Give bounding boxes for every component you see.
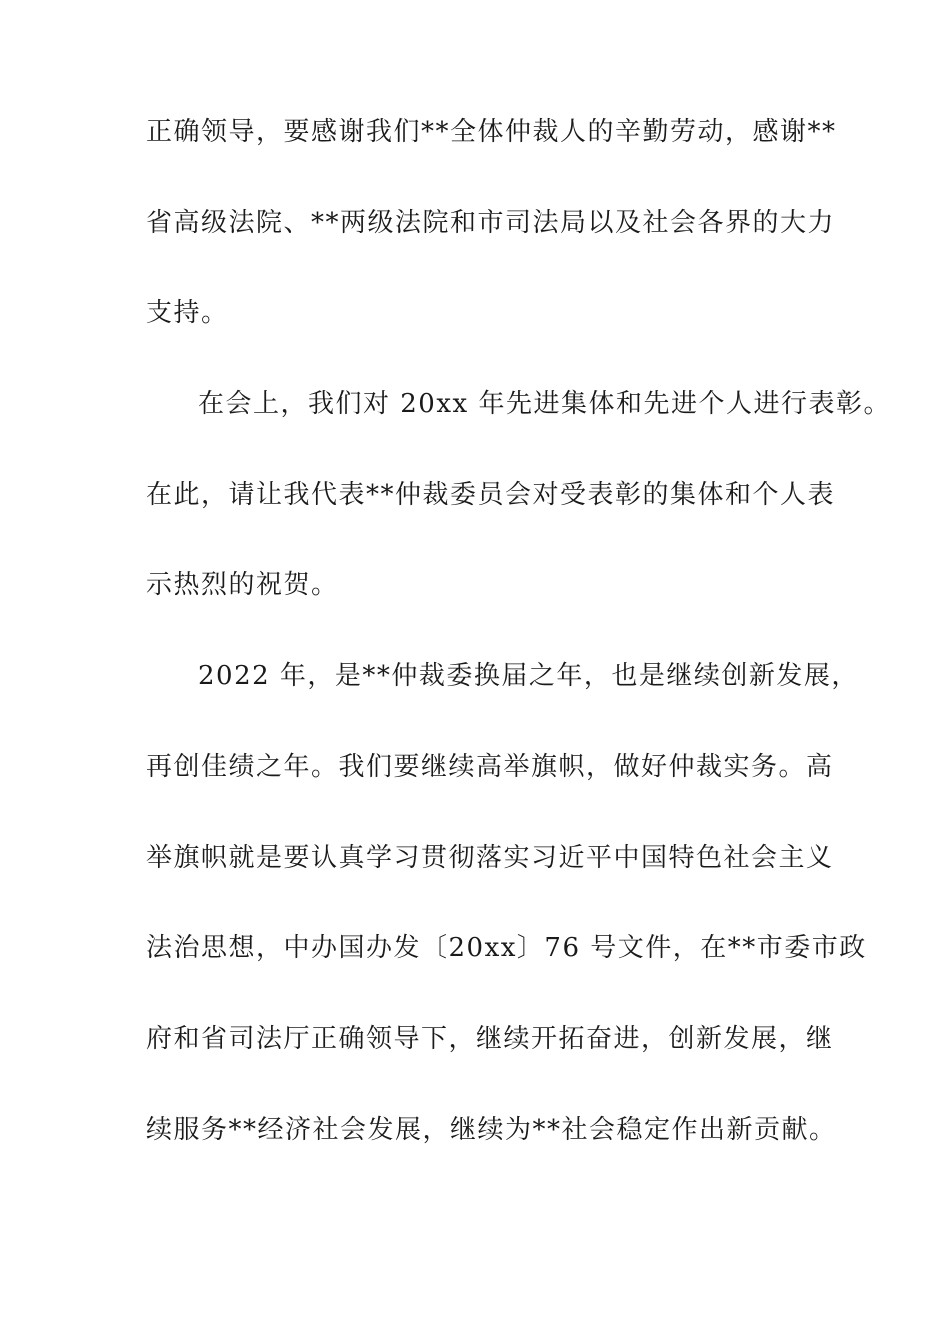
paragraph-line: 在此，请让我代表**仲裁委员会对受表彰的集体和个人表 bbox=[146, 479, 836, 510]
paragraph-first-line: 在会上，我们对 20xx 年先进集体和先进个人进行表彰。 bbox=[198, 389, 891, 420]
paragraph-line: 支持。 bbox=[146, 298, 229, 329]
paragraph-line: 再创佳绩之年。我们要继续高举旗帜，做好仲裁实务。高 bbox=[146, 751, 834, 782]
paragraph-first-line: 2022 年，是**仲裁委换届之年，也是继续创新发展， bbox=[198, 661, 859, 692]
paragraph-line: 续服务**经济社会发展，继续为**社会稳定作出新贡献。 bbox=[146, 1114, 837, 1145]
paragraph-line: 正确领导，要感谢我们**全体仲裁人的辛勤劳动，感谢** bbox=[146, 117, 837, 147]
document-body bbox=[146, 110, 891, 1198]
paragraph-line: 府和省司法厅正确领导下，继续开拓奋进，创新发展，继 bbox=[146, 1023, 834, 1054]
paragraph-line: 省高级法院、**两级法院和市司法局以及社会各界的大力 bbox=[146, 207, 836, 238]
paragraph-line: 举旗帜就是要认真学习贯彻落实习近平中国特色社会主义 bbox=[146, 842, 834, 873]
paragraph-line: 示热烈的祝贺。 bbox=[146, 570, 339, 601]
paragraph-line: 法治思想，中办国办发〔20xx〕76 号文件，在**市委市政 bbox=[146, 933, 867, 964]
